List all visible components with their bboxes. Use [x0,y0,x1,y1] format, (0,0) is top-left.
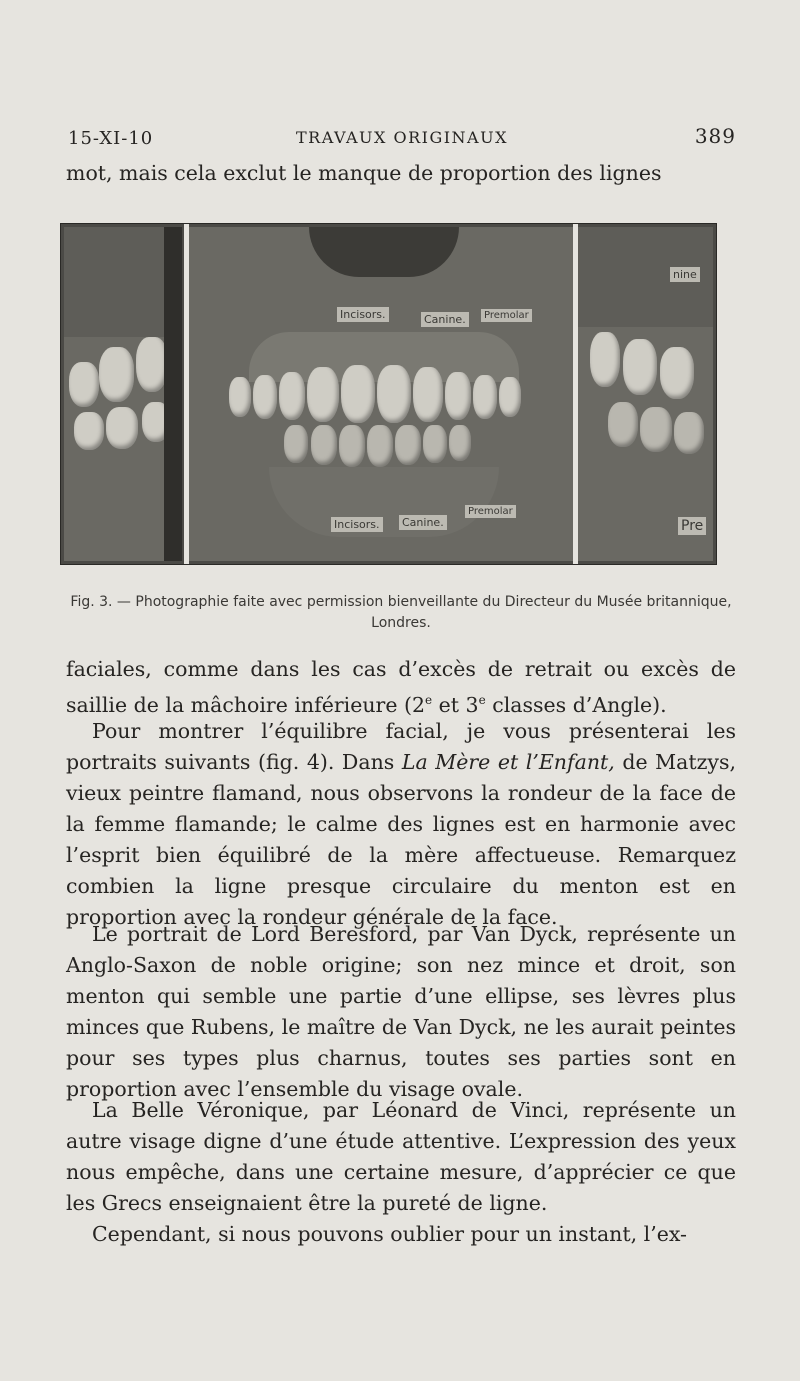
paragraph-1 [66,654,736,721]
label-lower-premolar: Premolar [465,505,516,518]
paragraph-2-end: de Matzys, vieux peintre flamand, nous observons la rondeur de la face de la femme flamande; le calme des lignes est en harmonie avec l’esprit bien équilibré de la mère affectueuse. Remarquez combien la ligne presque circulaire du menton est en proportion avec la rondeur générale de la face. [66,750,736,929]
label-lower-incisors: Incisors. [331,517,383,532]
superscript: e [478,693,486,707]
right-profile-panel [578,227,713,561]
paragraph-1-mid: et 3 [432,692,479,717]
header-title: TRAVAUX ORIGINAUX [296,128,508,147]
label-lower-canine: Canine. [399,515,447,530]
page-number: 389 [694,124,736,148]
figure-caption: Fig. 3. — Photographie faite avec permission bienveillante du Directeur du Musée britannique, Londres. [70,594,732,631]
label-upper-incisors: Incisors. [337,307,389,322]
intro-line: mot, mais cela exclut le manque de proportion des lignes [66,161,662,185]
header-date: 15-XI-10 [68,128,154,149]
paragraph-5: Cependant, si nous pouvons oublier pour un instant, l’ex- [92,1222,687,1246]
left-profile-panel [64,227,182,561]
paragraph-3: Le portrait de Lord Beresford, par Van Dyck, représente un Anglo-Saxon de noble origine; son nez mince et droit, son menton qui semble une partie d’une ellipse, ses lèvres plus minces que Rubens, le maître de Van Dyck, ne les aurait peintes pour ses types plus charnus, toutes ses parties sont en proportion avec l’ensemble du visage ovale. [66,922,736,1101]
paragraph-2-start: Pour montrer l’équilibre facial, je vous présenterai les portraits suivants (fig. 4). Dans [66,719,736,774]
dental-photograph [60,223,717,565]
artwork-title: La Mère et l’Enfant, [401,750,615,774]
label-right-premolar: Pre [678,517,706,535]
running-header [68,124,736,154]
paragraph-1-text: faciales, comme dans les cas d’excès de retrait ou excès de saillie de la mâchoire inférieure (2 [66,657,736,717]
label-upper-premolar: Premolar [481,309,532,322]
label-right-canine: nine [670,267,700,282]
superscript: e [425,693,433,707]
paragraph-1-end: classes d’Angle). [485,692,667,717]
paragraph-2 [66,716,736,933]
frontal-panel [189,227,573,561]
paragraph-4: La Belle Véronique, par Léonard de Vinci, représente un autre visage digne d’une étude attentive. L’expression des yeux nous empêche, dans une certaine mesure, d’apprécier ce que les Grecs enseignaient être la pureté de ligne. [66,1098,736,1215]
label-upper-canine: Canine. [421,312,469,327]
